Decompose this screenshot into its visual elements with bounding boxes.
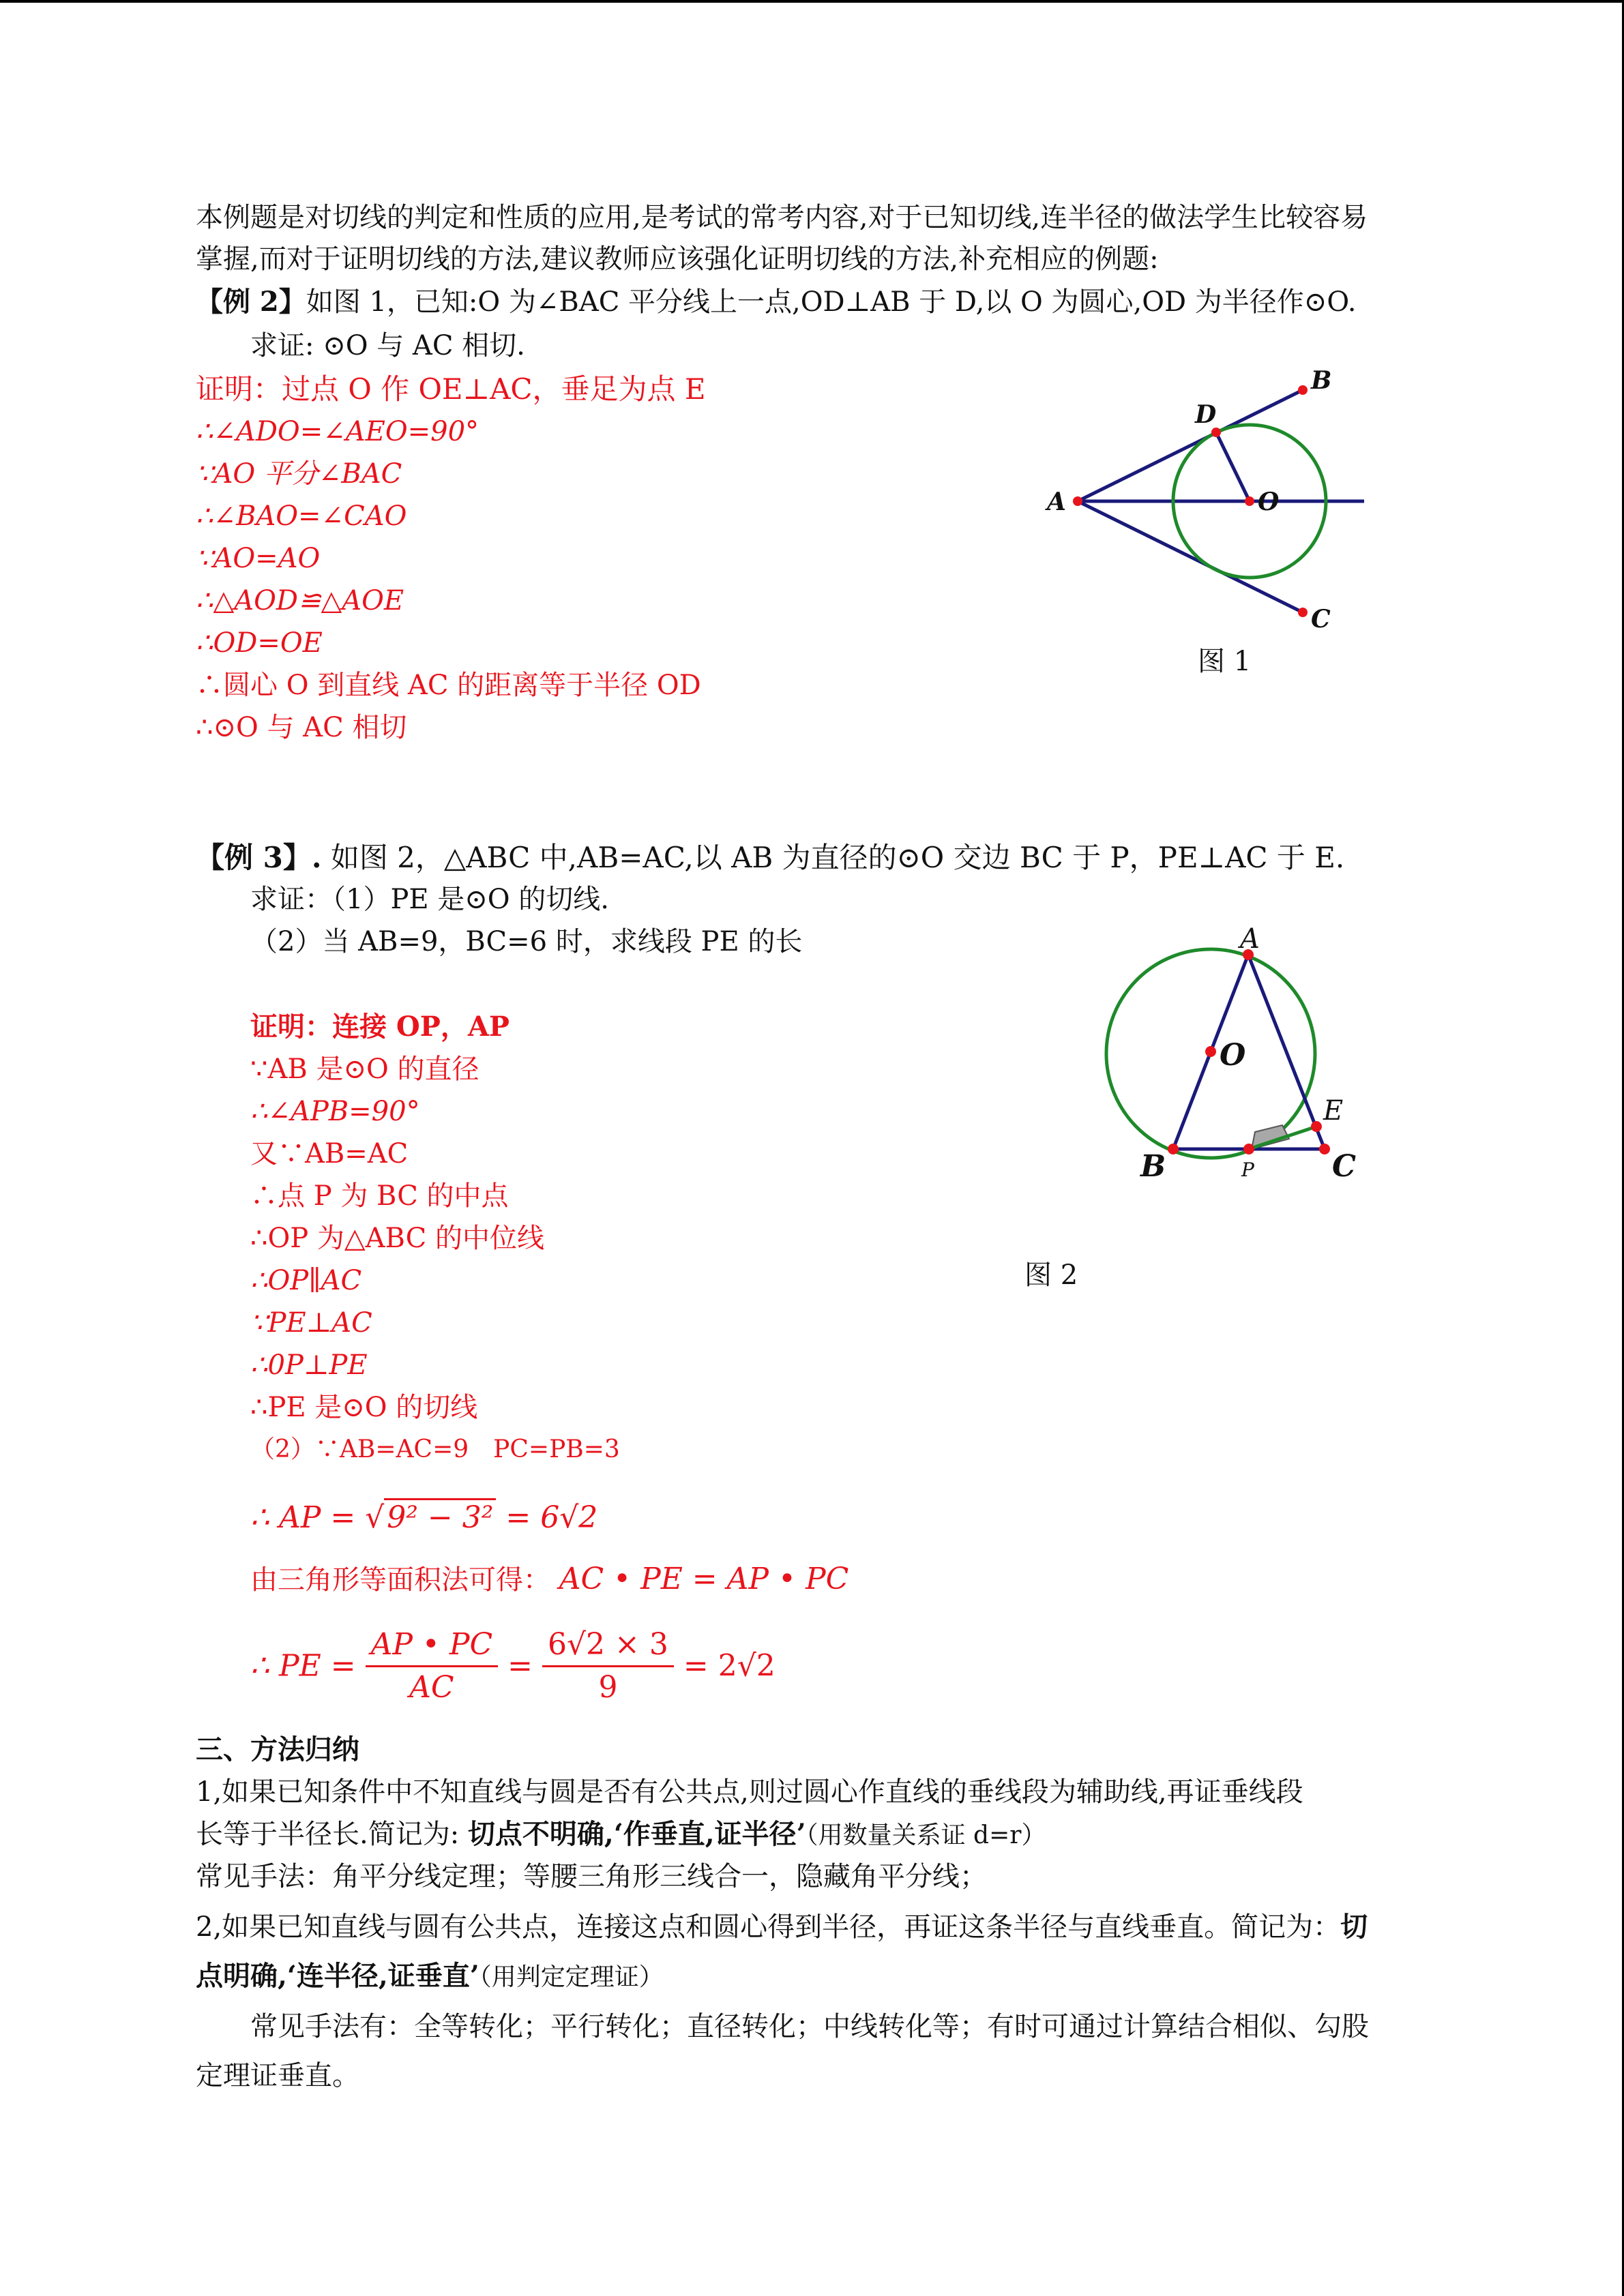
formula-area-prefix: 由三角形等面积法可得： xyxy=(250,1564,550,1596)
point-d xyxy=(1211,428,1221,437)
summary-p1-line-3: 常见手法：角平分线定理；等腰三角形三线合一，隐藏角平分线； xyxy=(196,1861,987,1892)
fraction-1 xyxy=(366,1624,499,1708)
point-o xyxy=(1245,496,1254,506)
example3-prove-1: 求证：（1）PE 是⊙O 的切线. xyxy=(250,884,610,915)
intro-line-1: 本例题是对切线的判定和性质的应用,是考试的常考内容,对于已知切线,连半径的做法学生比较容易 xyxy=(196,202,1368,233)
intro-line-2: 掌握,而对于证明切线的方法,建议教师应该强化证明切线的方法,补充相应的例题: xyxy=(196,243,1159,275)
proof3-line: ∴OP 为△ABC 的中位线 xyxy=(250,1223,544,1254)
proof2-line: ∴∠ADO=∠AEO=90° xyxy=(196,416,479,447)
label-a: A xyxy=(1047,488,1066,516)
formula-ap-rhs: = 6√2 xyxy=(505,1500,598,1535)
example2-header xyxy=(196,284,1357,320)
ray-ab xyxy=(1078,390,1303,501)
sqrt-sign: √ xyxy=(365,1500,385,1535)
example2-statement: 如图 1，已知:O 为∠BAC 平分线上一点,OD⊥AB 于 D,以 O 为圆心,OD 为半径作⊙O. xyxy=(306,286,1357,318)
proof3-line: ∵AB 是⊙O 的直径 xyxy=(250,1054,479,1085)
label-d: D xyxy=(1195,400,1217,429)
formula-ap xyxy=(250,1500,597,1536)
example2-label: 【例 2】 xyxy=(196,286,306,318)
proof2-line: 证明：过点 O 作 OE⊥AC，垂足为点 E xyxy=(196,372,706,406)
formula-area xyxy=(250,1562,848,1598)
summary-heading: 三、方法归纳 xyxy=(196,1733,359,1765)
summary-p1-line-2 xyxy=(196,1817,1046,1853)
proof2-line: ∵AO=AO xyxy=(196,543,321,574)
point-c xyxy=(1298,608,1308,617)
point-a xyxy=(1073,496,1082,506)
summary-p1-line-2-b: 切点不明确,‘作垂直,证半径’ xyxy=(467,1818,806,1850)
summary-p3-line-2: 定理证垂直。 xyxy=(196,2060,359,2091)
proof3-line: ∴点 P 为 BC 的中点 xyxy=(250,1180,509,1212)
summary-p2-line-1 xyxy=(196,1909,1368,1945)
fraction-2-num: 6√2 × 3 xyxy=(542,1624,674,1667)
proof3-line: ∴0P⊥PE xyxy=(250,1350,368,1381)
label-a-2: A xyxy=(1240,923,1260,955)
point-b-2 xyxy=(1168,1144,1179,1154)
label-c: C xyxy=(1311,605,1331,633)
formula-pe xyxy=(250,1624,776,1708)
point-o-2 xyxy=(1205,1046,1216,1057)
fraction-1-num: AP • PC xyxy=(366,1624,499,1667)
proof3-line: ∴PE 是⊙O 的切线 xyxy=(250,1392,478,1423)
fraction-1-den: AC xyxy=(409,1670,454,1705)
page-top-border xyxy=(0,0,1624,3)
proof3-line: ∴OP∥AC xyxy=(250,1265,362,1296)
proof3-line: ∵PE⊥AC xyxy=(250,1307,372,1339)
summary-p2-line-2-b: （用判定定理证） xyxy=(479,1963,664,1991)
example3-header xyxy=(196,840,1344,876)
point-b xyxy=(1298,385,1308,395)
equals-sign: = xyxy=(507,1648,533,1684)
label-p-2: P xyxy=(1241,1159,1254,1181)
label-c-2: C xyxy=(1332,1149,1357,1184)
proof2-line: ∴∠BAO=∠CAO xyxy=(196,501,407,532)
fraction-2-den: 9 xyxy=(598,1670,618,1705)
summary-p2-line-2-a: 点明确,‘连半径,证垂直’ xyxy=(196,1960,479,1992)
proof3-line: （2）∵AB=AC=9 PC=PB=3 xyxy=(250,1435,620,1463)
figure-1-diagram xyxy=(1037,361,1391,648)
example3-statement: 如图 2，△ABC 中,AB=AC,以 AB 为直径的⊙O 交边 BC 于 P，PE⊥AC 于 E. xyxy=(330,841,1345,874)
label-o-2: O xyxy=(1220,1038,1246,1073)
proof3-line: ∴∠APB=90° xyxy=(250,1096,420,1127)
summary-p2-line-1-a: 2,如果已知直线与圆有公共点，连接这点和圆心得到半径，再证这条半径与直线垂直。简记为： xyxy=(196,1911,1341,1943)
formula-ap-radicand: 9² − 3² xyxy=(384,1498,496,1535)
fraction-2 xyxy=(542,1624,674,1708)
formula-pe-lhs: ∴ PE = xyxy=(250,1648,356,1684)
label-b-2: B xyxy=(1140,1149,1166,1184)
proof2-line: ∴△AOD≌△AOE xyxy=(196,585,404,616)
formula-area-expr: AC • PE = AP • PC xyxy=(559,1562,849,1596)
formula-ap-lhs: ∴ AP = xyxy=(250,1500,356,1535)
figure-1-caption: 图 1 xyxy=(1198,646,1252,677)
summary-p1-line-2-c: （用数量关系证 d=r） xyxy=(806,1821,1046,1849)
label-e-2: E xyxy=(1323,1095,1344,1127)
example3-label: 【例 3】. xyxy=(196,841,322,874)
example2-prove: 求证: ⊙O 与 AC 相切. xyxy=(250,330,525,361)
summary-p1-line-1: 1,如果已知条件中不知直线与圆是否有公共点,则过圆心作直线的垂线段为辅助线,再证垂线段 xyxy=(196,1776,1303,1808)
segment-od xyxy=(1216,432,1250,501)
summary-p3-line-1: 常见手法有：全等转化；平行转化；直径转化；中线转化等；有时可通过计算结合相似、勾股 xyxy=(250,2011,1369,2042)
formula-pe-rhs: = 2√2 xyxy=(683,1648,776,1684)
proof2-line: ∴⊙O 与 AC 相切 xyxy=(196,712,407,743)
proof2-line: ∵AO 平分∠BAC xyxy=(196,458,402,490)
ray-ac xyxy=(1078,501,1303,612)
example3-prove-2: （2）当 AB=9，BC=6 时，求线段 PE 的长 xyxy=(250,926,803,957)
proof3-line: 又∵AB=AC xyxy=(250,1138,409,1169)
label-o: O xyxy=(1258,488,1280,516)
summary-p2-line-2 xyxy=(196,1958,664,1995)
summary-p1-line-2-a: 长等于半径长.简记为: xyxy=(196,1819,468,1850)
point-e-2 xyxy=(1311,1121,1322,1132)
summary-p2-line-1-b: 切 xyxy=(1340,1911,1368,1943)
figure-2-diagram xyxy=(1084,921,1391,1193)
figure-2-caption: 图 2 xyxy=(1024,1259,1078,1291)
proof2-line: ∴圆心 O 到直线 AC 的距离等于半径 OD xyxy=(196,670,701,701)
point-p-2 xyxy=(1243,1144,1254,1154)
point-c-2 xyxy=(1319,1144,1330,1154)
label-b: B xyxy=(1311,366,1332,395)
proof3-line: 证明：连接 OP，AP xyxy=(250,1011,510,1043)
proof2-line: ∴OD=OE xyxy=(196,627,323,659)
